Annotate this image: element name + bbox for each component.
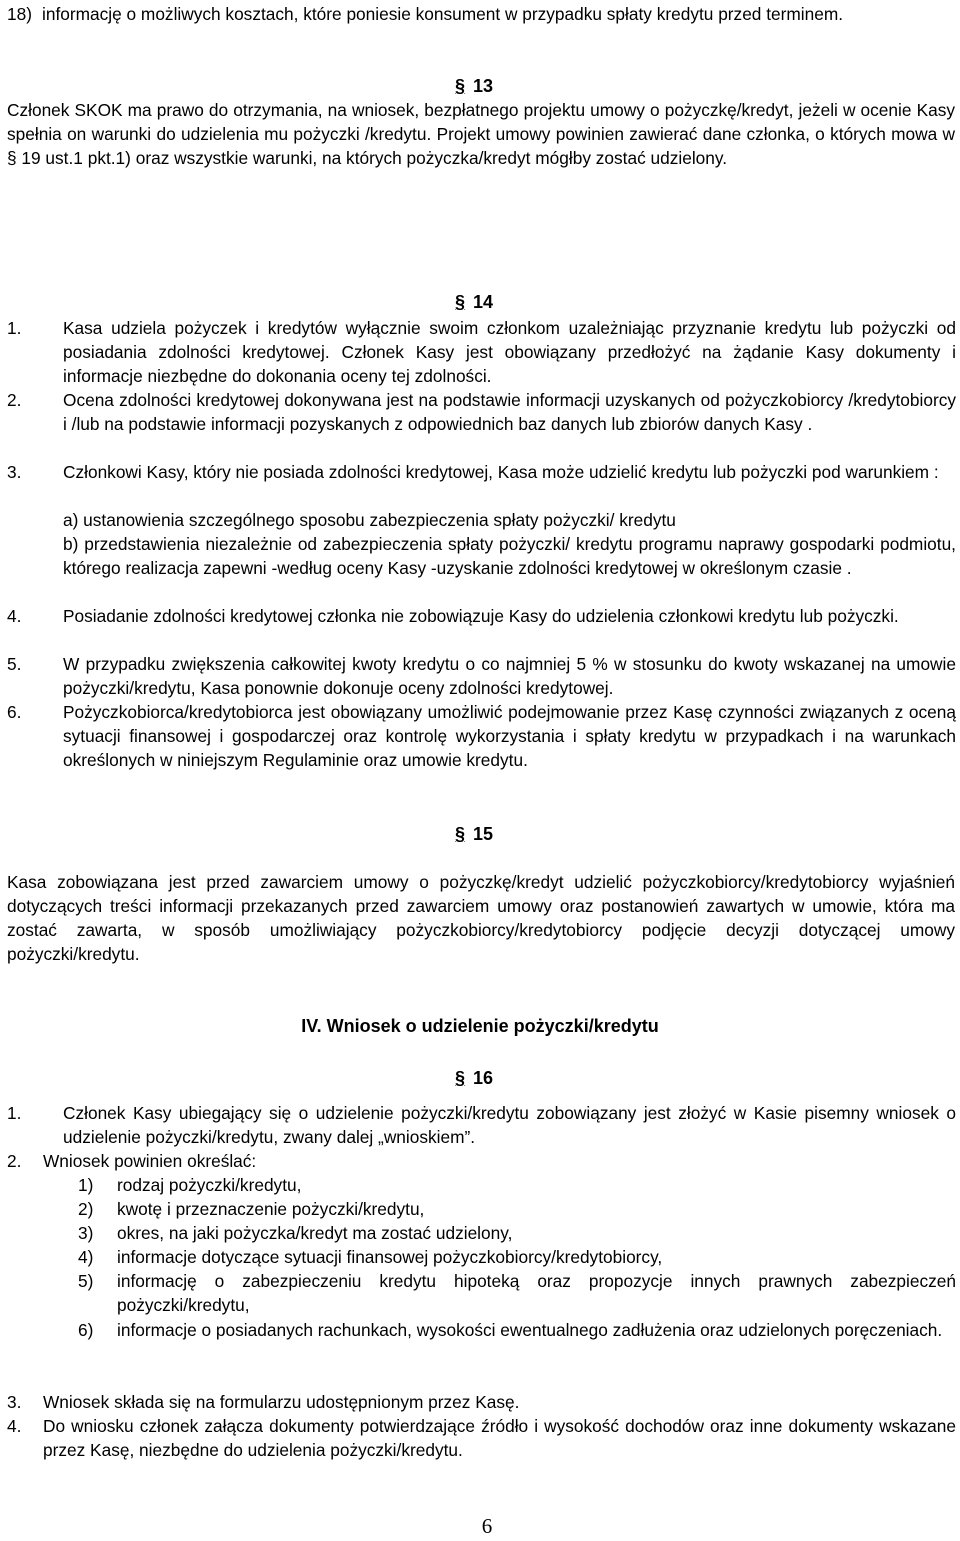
list-number: 1. — [7, 1103, 22, 1123]
sub-list-text: okres, na jaki pożyczka/kredyt ma zostać udzielony, — [117, 1223, 513, 1243]
sub-list-text: kwotę i przeznaczenie pożyczki/kredytu, — [117, 1199, 425, 1219]
list-item-text: Pożyczkobiorca/kredytobiorca jest obowiązany umożliwić podejmowanie przez Kasę czynności związanych z oceną sytuacji finansowej i gospodarczej oraz kontrolę wykorzystania i spłaty kredytu w przypadkach i na warunkach określonych w niniejszym Regulaminie oraz umowie kredytu. — [63, 702, 956, 770]
sub-list-number: 1) — [78, 1175, 94, 1195]
sub-list-number: 6) — [78, 1320, 94, 1340]
list-number: 3. — [7, 1392, 22, 1412]
section-number: 13 — [473, 76, 494, 96]
section-heading-13 — [455, 74, 493, 98]
list-number: 2. — [7, 390, 22, 410]
sub-list-number: 4) — [78, 1247, 94, 1267]
list-number: 4. — [7, 606, 22, 626]
list-item-text: Posiadanie zdolności kredytowej członka nie zobowiązuje Kasy do udzielenia członkowi kredytu lub pożyczki. — [63, 606, 899, 626]
sub-list-text: rodzaj pożyczki/kredytu, — [117, 1175, 302, 1195]
list-number: 2. — [7, 1151, 22, 1171]
section-heading-15 — [455, 822, 493, 846]
sub-list-text: informacje dotyczące sytuacji finansowej pożyczkobiorcy/kredytobiorcy, — [117, 1247, 663, 1267]
section-number: 14 — [473, 292, 494, 312]
paragraph: Kasa zobowiązana jest przed zawarciem umowy o pożyczkę/kredyt udzielić pożyczkobiorcy/kredytobiorcy wyjaśnień dotyczących treści informacji przekazanych przed zawarciem umowy oraz postanowień zawartych w umowie, która ma zostać zawarta, w sposób umożliwiający pożyczkobiorcy/kredytobiorcy podjęcie decyzji dotyczącej umowy pożyczki/kredytu. — [7, 872, 955, 964]
list-item-text: Kasa udziela pożyczek i kredytów wyłącznie swoim członkom uzależniając przyznanie kredytu lub pożyczki od posiadania zdolności kredytowej. Członek Kasy jest obowiązany przedłożyć na żądanie Kasy dokumenty i informacje niezbędne do dokonania oceny tej zdolności. — [63, 318, 956, 386]
list-number: 1. — [7, 318, 22, 338]
list-item-text: informację o możliwych kosztach, które poniesie konsument w przypadku spłaty kredytu przed terminem. — [42, 4, 844, 24]
list-item-text: W przypadku zwiększenia całkowitej kwoty kredytu o co najmniej 5 % w stosunku do kwoty wskazanej na umowie pożyczki/kredytu, Kasa ponownie dokonuje oceny zdolności kredytowej. — [63, 654, 956, 698]
sub-item-b: b) przedstawienia niezależnie od zabezpieczenia spłaty pożyczki/ kredytu programu naprawy gospodarki podmiotu, którego realizacja zapewni -według oceny Kasy -uzyskanie zdolności kredytowej w określonym czasie . — [63, 534, 956, 578]
sub-list-number: 2) — [78, 1199, 94, 1219]
sub-list-number: 3) — [78, 1223, 94, 1243]
list-number: 3. — [7, 462, 22, 482]
paragraph: Członek SKOK ma prawo do otrzymania, na wniosek, bezpłatnego projektu umowy o pożyczkę/kredyt, jeżeli w ocenie Kasy spełnia on warunki do udzielenia mu pożyczki /kredytu. Projekt umowy powinien zawierać dane członka, o których mowa w § 19 ust.1 pkt.1) oraz wszystkie warunki, na których pożyczka/kredyt mógłby zostać udzielony. — [7, 100, 955, 168]
sub-list-text: informację o zabezpieczeniu kredytu hipoteką oraz propozycje innych prawnych zabezpieczeń pożyczki/kredytu, — [117, 1271, 956, 1315]
section-symbol: § — [455, 1068, 466, 1088]
section-heading-14 — [455, 290, 493, 314]
list-item-text: Wniosek składa się na formularzu udostępnionym przez Kasę. — [43, 1392, 520, 1412]
section-symbol: § — [455, 76, 466, 96]
page-number: 6 — [481, 1514, 493, 1538]
list-item-text: Ocena zdolności kredytowej dokonywana jest na podstawie informacji uzyskanych od pożyczkobiorcy /kredytobiorcy i /lub na podstawie informacji pozyskanych z odpowiednich baz danych lub zbiorów danych Kasy . — [63, 390, 956, 434]
list-number: 18) — [7, 4, 32, 24]
chapter-title: IV. Wniosek o udzielenie pożyczki/kredytu — [301, 1016, 659, 1036]
section-symbol: § — [455, 824, 466, 844]
list-number: 6. — [7, 702, 22, 722]
list-item-text: Do wniosku członek załącza dokumenty potwierdzające źródło i wysokość dochodów oraz inne dokumenty wskazane przez Kasę, niezbędne do udzielenia pożyczki/kredytu. — [43, 1416, 956, 1460]
sub-list-number: 5) — [78, 1271, 94, 1291]
section-heading-16 — [455, 1066, 493, 1090]
section-symbol: § — [455, 292, 466, 312]
section-number: 16 — [473, 1068, 494, 1088]
list-number: 4. — [7, 1416, 22, 1436]
list-number: 5. — [7, 654, 22, 674]
sub-item-a: a) ustanowienia szczególnego sposobu zabezpieczenia spłaty pożyczki/ kredytu — [63, 510, 676, 530]
section-number: 15 — [473, 824, 494, 844]
list-item-text: Członek Kasy ubiegający się o udzielenie pożyczki/kredytu zobowiązany jest złożyć w Kasie pisemny wniosek o udzielenie pożyczki/kredytu, zwany dalej „wnioskiem”. — [63, 1103, 956, 1147]
list-item-text: Członkowi Kasy, który nie posiada zdolności kredytowej, Kasa może udzielić kredytu lub pożyczki pod warunkiem : — [63, 462, 939, 482]
sub-list-text: informacje o posiadanych rachunkach, wysokości ewentualnego zadłużenia oraz udzielonych poręczeniach. — [117, 1320, 943, 1340]
list-item-text: Wniosek powinien określać: — [43, 1151, 257, 1171]
